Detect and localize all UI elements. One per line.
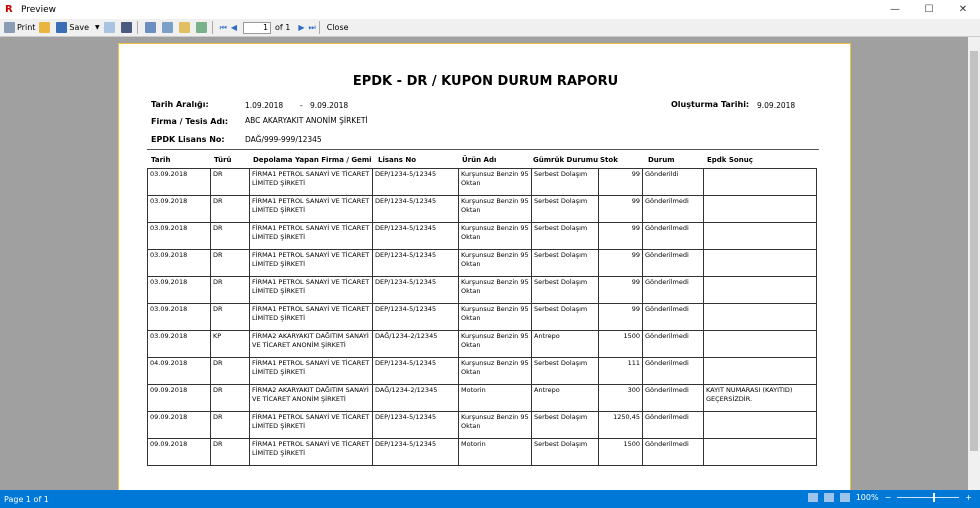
table-cell: Gönderilmedi [643,250,704,277]
table-cell: Kurşunsuz Benzin 95 Oktan [459,304,532,331]
table-cell: 1500 [599,331,643,358]
table-cell: FİRMA1 PETROL SANAYİ VE TİCARET LİMİTED ŞİRKETİ [250,439,373,466]
table-cell: Kurşunsuz Benzin 95 Oktan [459,196,532,223]
table-cell [704,358,817,385]
table-cell: Serbest Dolaşım [532,439,599,466]
table-cell: Motorin [459,385,532,412]
maximize-button[interactable]: ☐ [924,4,934,15]
folder-icon [39,22,50,33]
chevron-down-icon[interactable]: ▼ [95,24,100,31]
table-cell: DR [211,304,250,331]
table-row [148,385,817,412]
wrench-icon [162,22,173,33]
table-cell: DR [211,439,250,466]
table-cell [704,196,817,223]
license-label: EPDK Lisans No: [151,135,225,144]
table-cell: DEP/1234-5/12345 [373,304,459,331]
separator [319,21,320,34]
table-cell: 03.09.2018 [148,223,211,250]
save-label: Save [69,23,90,32]
table-row [148,358,817,385]
separator [212,21,213,34]
zoom-level: 100% [855,493,879,502]
date-to: 9.09.2018 [310,101,349,110]
table-cell: Kurşunsuz Benzin 95 Oktan [459,223,532,250]
report-table [147,168,817,466]
table-cell: Antrepo [532,331,599,358]
table-cell: Gönderilmedi [643,196,704,223]
table-cell [704,331,817,358]
email-button[interactable] [104,21,117,35]
table-cell: 99 [599,169,643,196]
column-header: Lisans No [378,156,417,164]
column-header: Durum [648,156,675,164]
table-cell: Serbest Dolaşım [532,169,599,196]
table-cell: FİRMA2 AKARYAKIT DAĞITIM SANAYİ VE TİCARET ANONİM ŞİRKETİ [250,385,373,412]
table-cell: 111 [599,358,643,385]
sidebar-icon [145,22,156,33]
page-width-view-icon[interactable] [840,493,850,502]
edit-button[interactable] [179,21,192,35]
created-label: Oluşturma Tarihi: [671,100,750,109]
table-cell: 99 [599,277,643,304]
table-cell: DR [211,250,250,277]
table-row [148,439,817,466]
table-cell: Serbest Dolaşım [532,223,599,250]
table-cell: 09.09.2018 [148,385,211,412]
first-page-button[interactable] [220,21,227,35]
table-cell: DR [211,277,250,304]
page-count: of 1 [275,23,291,32]
divider [147,149,819,150]
page-status: Page 1 of 1 [4,494,49,504]
first-page-icon: ⏮ [219,22,227,32]
table-cell: KAYIT NUMARASI (KAYITID) GEÇERSİZDİR. [704,385,817,412]
vertical-scrollbar[interactable] [968,37,980,490]
column-header: Gümrük Durumu [533,156,599,164]
design-button[interactable] [162,21,175,35]
table-cell: DEP/1234-5/12345 [373,169,459,196]
toolbar [0,19,980,37]
table-cell: 99 [599,223,643,250]
report-logo-icon: R [5,4,13,15]
table-cell: Gönderilmedi [643,331,704,358]
outline-button[interactable] [145,21,158,35]
table-cell: 09.09.2018 [148,439,211,466]
column-header: Ürün Adı [462,156,497,164]
table-cell: Kurşunsuz Benzin 95 Oktan [459,412,532,439]
table-cell: Gönderilmedi [643,304,704,331]
table-cell: DEP/1234-5/12345 [373,358,459,385]
zoom-slider[interactable] [897,497,959,498]
table-cell: Serbest Dolaşım [532,358,599,385]
table-cell: 99 [599,250,643,277]
table-cell: 03.09.2018 [148,196,211,223]
table-row [148,304,817,331]
table-cell: Gönderilmedi [643,385,704,412]
table-cell: 1500 [599,439,643,466]
table-cell: 1250,45 [599,412,643,439]
table-cell: DR [211,385,250,412]
table-cell: Kurşunsuz Benzin 95 Oktan [459,331,532,358]
table-cell: Serbest Dolaşım [532,196,599,223]
table-cell: 09.09.2018 [148,412,211,439]
table-cell: Kurşunsuz Benzin 95 Oktan [459,169,532,196]
table-cell: 03.09.2018 [148,331,211,358]
table-cell: FİRMA1 PETROL SANAYİ VE TİCARET LİMİTED ŞİRKETİ [250,304,373,331]
table-cell: Gönderilmedi [643,412,704,439]
license-value: DAĞ/999-999/12345 [245,135,322,144]
pencil-icon [179,22,190,33]
prev-page-button[interactable] [231,21,237,35]
column-header: Epdk Sonuç [707,156,753,164]
preview-area [0,37,968,490]
table-cell [704,412,817,439]
table-cell: FİRMA1 PETROL SANAYİ VE TİCARET LİMİTED ŞİRKETİ [250,277,373,304]
table-cell: DR [211,412,250,439]
table-cell: FİRMA1 PETROL SANAYİ VE TİCARET LİMİTED ŞİRKETİ [250,169,373,196]
page-number-input[interactable]: 1 [243,22,271,34]
table-row [148,277,817,304]
table-cell: Motorin [459,439,532,466]
table-row [148,412,817,439]
table-cell [704,250,817,277]
column-header: Türü [214,156,232,164]
scroll-thumb[interactable] [970,51,978,451]
company-value: ABC AKARYAKIT ANONİM ŞİRKETİ [245,116,368,125]
status-bar [0,490,980,508]
company-label: Firma / Tesis Adı: [151,117,229,126]
close-label: Close [326,23,349,32]
next-page-icon: ▶ [298,23,305,32]
printer-icon [4,22,15,33]
table-cell: 03.09.2018 [148,169,211,196]
close-window-button[interactable]: ✕ [958,4,968,15]
table-cell: FİRMA1 PETROL SANAYİ VE TİCARET LİMİTED ŞİRKETİ [250,412,373,439]
floppy-icon [56,22,67,33]
table-cell: 03.09.2018 [148,304,211,331]
table-row [148,250,817,277]
watermark-button[interactable] [196,21,209,35]
table-cell: DAĞ/1234-2/12345 [373,331,459,358]
table-cell: DR [211,358,250,385]
zoom-out-button[interactable]: − [884,493,892,502]
table-cell [704,439,817,466]
table-cell: Serbest Dolaşım [532,250,599,277]
print-button[interactable] [4,21,35,35]
minimize-button[interactable]: — [890,4,900,15]
column-header: Stok [600,156,618,164]
binoculars-icon [121,22,132,33]
table-row [148,331,817,358]
close-button[interactable] [327,21,349,35]
single-page-view-icon[interactable] [824,493,834,502]
envelope-icon [104,22,115,33]
table-cell: DEP/1234-5/12345 [373,196,459,223]
multi-page-view-icon[interactable] [808,493,818,502]
save-button[interactable] [56,21,99,35]
table-cell: Kurşunsuz Benzin 95 Oktan [459,358,532,385]
table-cell: Kurşunsuz Benzin 95 Oktan [459,277,532,304]
find-button[interactable] [121,21,134,35]
table-cell [704,304,817,331]
table-cell: FİRMA2 AKARYAKIT DAĞITIM SANAYİ VE TİCARET ANONİM ŞİRKETİ [250,331,373,358]
table-cell: Kurşunsuz Benzin 95 Oktan [459,250,532,277]
next-page-button[interactable] [298,21,304,35]
table-row [148,196,817,223]
table-row [148,223,817,250]
table-cell [704,169,817,196]
table-cell: DR [211,196,250,223]
table-cell: Gönderildi [643,169,704,196]
table-cell: 300 [599,385,643,412]
table-cell: 03.09.2018 [148,277,211,304]
table-cell: DEP/1234-5/12345 [373,223,459,250]
table-cell: FİRMA1 PETROL SANAYİ VE TİCARET LİMİTED ŞİRKETİ [250,196,373,223]
table-cell: Gönderilmedi [643,277,704,304]
table-cell: FİRMA1 PETROL SANAYİ VE TİCARET LİMİTED ŞİRKETİ [250,223,373,250]
column-header: Tarih [151,156,171,164]
table-cell: FİRMA1 PETROL SANAYİ VE TİCARET LİMİTED ŞİRKETİ [250,358,373,385]
table-cell [704,277,817,304]
zoom-in-button[interactable]: + [965,493,972,502]
column-header: Depolama Yapan Firma / Gemi [253,156,372,164]
table-cell: Serbest Dolaşım [532,304,599,331]
window-title: Preview [21,4,57,15]
report-page [118,43,851,503]
table-cell: DEP/1234-5/12345 [373,250,459,277]
page-icon [196,22,207,33]
table-cell: 99 [599,304,643,331]
table-cell: Gönderilmedi [643,358,704,385]
table-row [148,169,817,196]
report-title: EPDK - DR / KUPON DURUM RAPORU [352,74,619,89]
prev-page-icon: ◀ [230,23,238,32]
date-from: 1.09.2018 [245,101,284,110]
table-cell: Gönderilmedi [643,223,704,250]
last-page-icon: ⏭ [308,22,316,32]
table-cell: 04.09.2018 [148,358,211,385]
title-bar [0,0,980,19]
table-cell: DEP/1234-5/12345 [373,412,459,439]
last-page-button[interactable] [309,21,316,35]
table-cell: 03.09.2018 [148,250,211,277]
print-label: Print [17,23,36,32]
table-cell: Serbest Dolaşım [532,412,599,439]
table-cell: DR [211,223,250,250]
table-cell: Serbest Dolaşım [532,277,599,304]
table-cell: DAĞ/1234-2/12345 [373,385,459,412]
table-cell: DEP/1234-5/12345 [373,277,459,304]
created-value: 9.09.2018 [757,101,796,110]
date-range-label: Tarih Aralığı: [151,100,209,109]
table-cell: DEP/1234-5/12345 [373,439,459,466]
date-separator: - [300,101,303,110]
table-cell: FİRMA1 PETROL SANAYİ VE TİCARET LİMİTED ŞİRKETİ [250,250,373,277]
table-cell: DR [211,169,250,196]
open-button[interactable] [39,21,52,35]
table-cell [704,223,817,250]
zoom-slider-handle[interactable] [933,493,935,502]
table-cell: 99 [599,196,643,223]
table-cell: Antrepo [532,385,599,412]
separator [137,21,138,34]
table-cell: Gönderilmedi [643,439,704,466]
table-cell: KP [211,331,250,358]
